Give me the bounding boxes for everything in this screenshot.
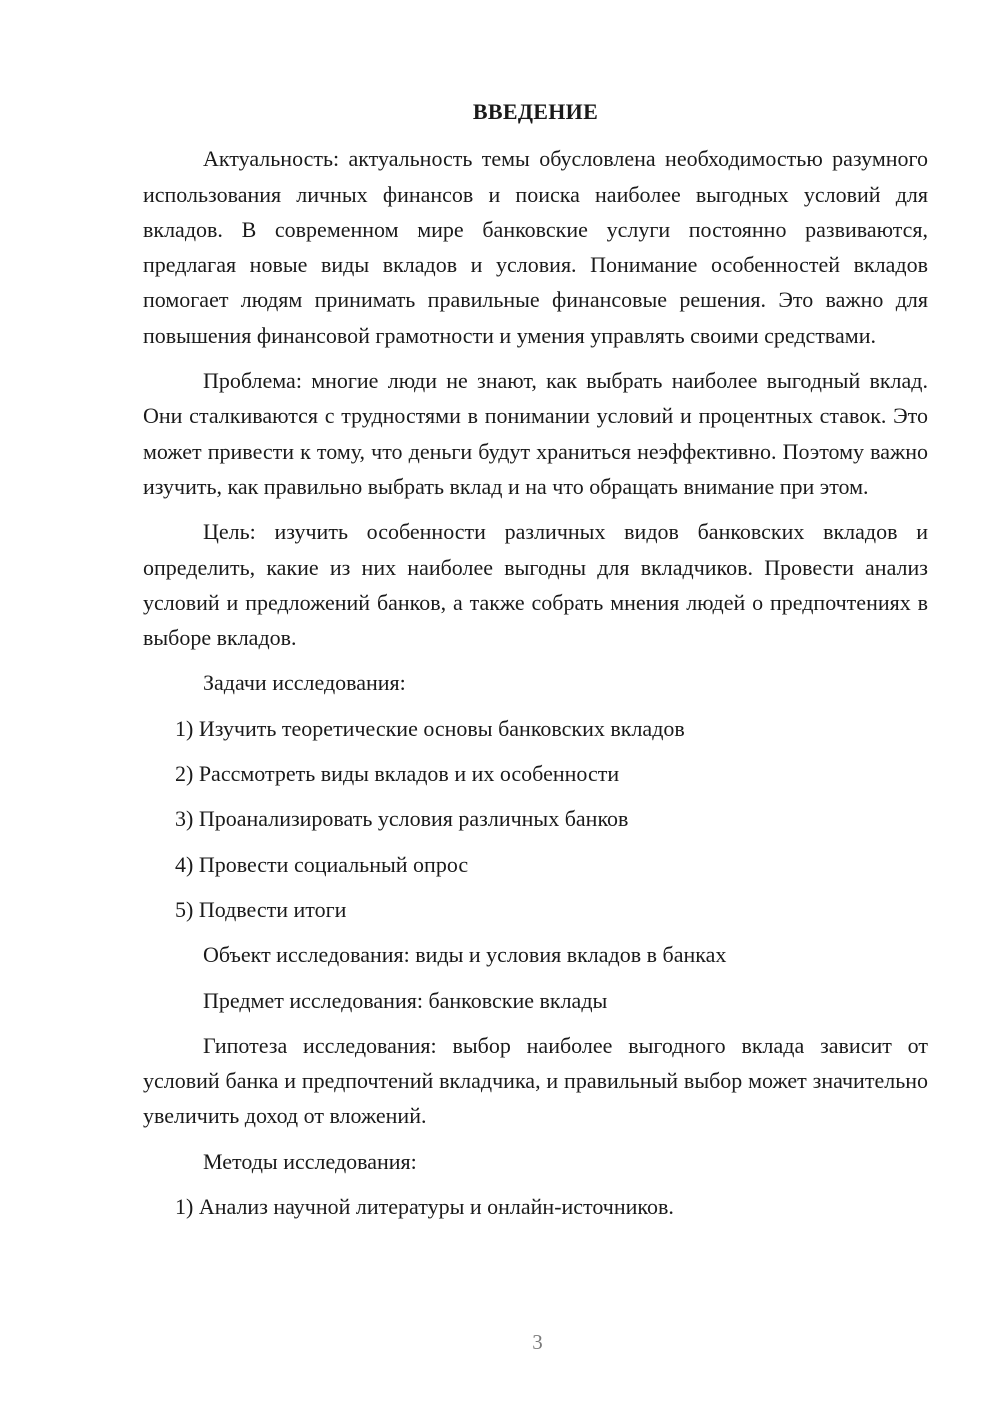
- task-item-3: 3) Проанализировать условия различных банков: [175, 806, 629, 832]
- tasks-heading: Задачи исследования:: [203, 670, 406, 696]
- methods-heading: Методы исследования:: [203, 1148, 417, 1174]
- task-item-5: 5) Подвести итоги: [175, 896, 347, 922]
- research-subject: Предмет исследования: банковские вклады: [203, 987, 608, 1013]
- research-object: Объект исследования: виды и условия вкладов в банках: [203, 942, 727, 968]
- problem-paragraph: Проблема: многие люди не знают, как выбрать наиболее выгодный вклад. Они сталкиваются с трудностями в понимании условий и процентных ставок. Это может привести к тому, что деньги будут храниться неэффективно. Поэтому важно изучить, как правильно выбрать вклад и на что обращать внимание при этом.: [143, 368, 928, 499]
- relevance-paragraph: Актуальность: актуальность темы обусловлена необходимостью разумного использования личных финансов и поиска наиболее выгодных условий для вкладов. В современном мире банковские услуги постоянно развиваются, предлагая новые виды вкладов и условия. Понимание особенностей вкладов помогает людям принимать правильные финансовые решения. Это важно для повышения финансовой грамотности и умения управлять своими средствами.: [143, 146, 928, 348]
- goal-paragraph: Цель: изучить особенности различных видов банковских вкладов и определить, какие из них наиболее выгодны для вкладчиков. Провести анализ условий и предложений банков, а также собрать мнения людей о предпочтениях в выборе вкладов.: [143, 519, 928, 651]
- task-item-2: 2) Рассмотреть виды вкладов и их особенности: [175, 761, 620, 787]
- document-body: [143, 94, 928, 1234]
- method-item-1: 1) Анализ научной литературы и онлайн-источников.: [175, 1194, 674, 1220]
- page-number: 3: [532, 1330, 543, 1354]
- hypothesis-paragraph: Гипотеза исследования: выбор наиболее выгодного вклада зависит от условий банка и предпочтений вкладчика, и правильный выбор может значительно увеличить доход от вложений.: [143, 1032, 928, 1129]
- task-item-4: 4) Провести социальный опрос: [175, 851, 469, 877]
- task-item-1: 1) Изучить теоретические основы банковских вкладов: [175, 715, 685, 741]
- section-title: ВВЕДЕНИЕ: [472, 99, 599, 124]
